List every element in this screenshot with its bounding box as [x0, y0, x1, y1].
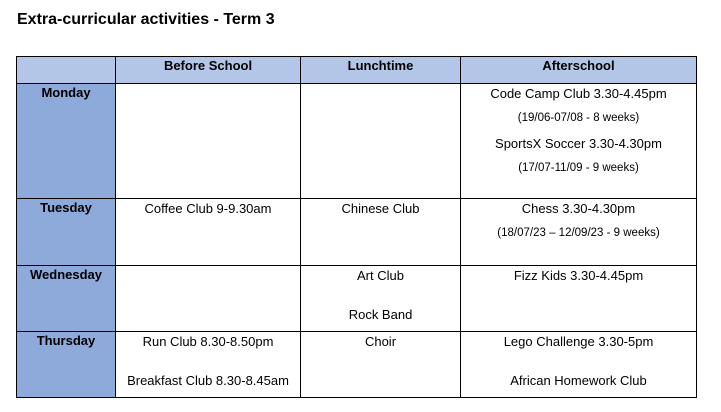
table-row-monday — [17, 84, 697, 199]
day-label-wednesday: Wednesday — [17, 266, 116, 332]
activity-art-club: Art Club — [357, 268, 404, 283]
wednesday-afterschool-cell — [461, 266, 697, 332]
day-label-tuesday: Tuesday — [17, 199, 116, 266]
tuesday-afterschool-cell — [461, 199, 697, 266]
activity-lego-challenge: Lego Challenge 3.30-5pm — [503, 334, 654, 349]
table-row-wednesday — [17, 266, 697, 332]
activity-coffee-club: Coffee Club 9-9.30am — [144, 201, 272, 216]
activity-run-club: Run Club 8.30-8.50pm — [142, 334, 274, 349]
activity-dates: (18/07/23 – 12/09/23 - 9 weeks) — [497, 227, 660, 239]
table-row-thursday — [17, 332, 697, 398]
monday-afterschool-cell — [461, 84, 697, 199]
header-afterschool: Afterschool — [461, 57, 697, 84]
table-row-tuesday — [17, 199, 697, 266]
monday-lunchtime-cell — [301, 84, 461, 199]
thursday-lunchtime-cell — [301, 332, 461, 398]
day-label-monday: Monday — [17, 84, 116, 199]
header-lunchtime: Lunchtime — [301, 57, 461, 84]
activity-breakfast-club: Breakfast Club 8.30-8.45am — [127, 373, 289, 388]
activity-fizz-kids: Fizz Kids 3.30-4.45pm — [513, 268, 644, 283]
tuesday-before-school-cell — [116, 199, 301, 266]
document-title: Extra-curricular activities - Term 3 — [17, 11, 275, 28]
activity-choir: Choir — [364, 334, 397, 349]
table-header-row — [17, 57, 697, 84]
activity-code-camp: Code Camp Club 3.30-4.45pm — [490, 86, 667, 101]
activity-sportsx-soccer: SportsX Soccer 3.30-4.30pm — [495, 136, 662, 151]
day-label-thursday: Thursday — [17, 332, 116, 398]
thursday-before-school-cell — [116, 332, 301, 398]
wednesday-before-school-cell — [116, 266, 301, 332]
activity-chess: Chess 3.30-4.30pm — [521, 201, 636, 216]
activity-dates: (17/07-11/09 - 9 weeks) — [518, 162, 639, 174]
header-corner-cell — [17, 57, 116, 84]
thursday-afterschool-cell — [461, 332, 697, 398]
monday-before-school-cell — [116, 84, 301, 199]
activities-table — [16, 56, 697, 398]
activity-chinese-club: Chinese Club — [341, 201, 420, 216]
activity-african-homework-club: African Homework Club — [510, 373, 647, 388]
header-before-school: Before School — [116, 57, 301, 84]
wednesday-lunchtime-cell — [301, 266, 461, 332]
tuesday-lunchtime-cell — [301, 199, 461, 266]
activity-rock-band: Rock Band — [348, 307, 413, 322]
activity-dates: (19/06-07/08 - 8 weeks) — [517, 112, 640, 124]
